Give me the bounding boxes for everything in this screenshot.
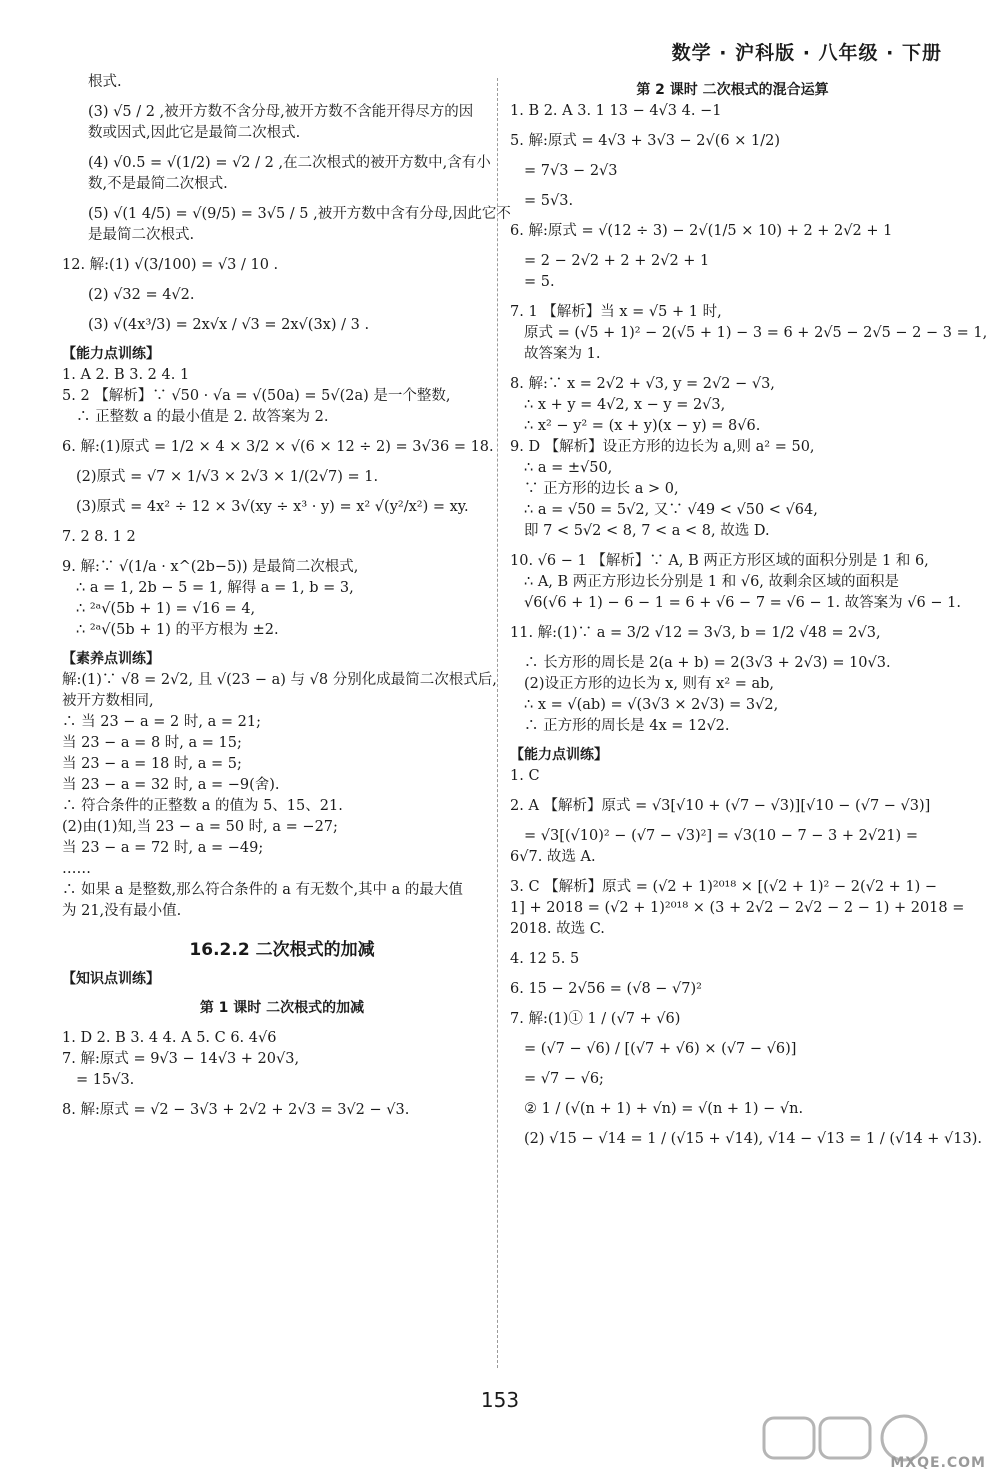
answer-line: = 15√3. <box>76 1072 135 1088</box>
answer-line: ∴ ²ᵃ√(5b + 1) 的平方根为 ±2. <box>76 622 279 638</box>
answer-line: = √3[(√10)² − (√7 − √3)²] = √3(10 − 7 − 3 + 2√21) = <box>524 828 918 844</box>
answer-line: (3)原式 = 4x² ÷ 12 × 3√(xy ÷ x³ · y) = x² √(y²/x²) = xy. <box>76 499 469 515</box>
answer-line: 12. 解:(1) √(3/100) = √3 / 10 . <box>62 257 279 273</box>
answer-line: 是最简二次根式. <box>88 227 195 243</box>
right-answer-lines <box>510 80 988 1150</box>
watermark-site: MXQE.COM <box>890 1455 986 1471</box>
column-divider <box>497 78 498 1368</box>
answer-line: 第 1 课时 二次根式的加减 <box>199 1000 365 1016</box>
answer-line: 原式 = (√5 + 1)² − 2(√5 + 1) − 3 = 6 + 2√5 − 2√5 − 2 − 3 = 1, <box>524 325 988 341</box>
answer-line: 10. √6 − 1 【解析】∵ A, B 两正方形区域的面积分别是 1 和 6, <box>510 553 929 569</box>
answer-line: 1. D 2. B 3. 4 4. A 5. C 6. 4√6 <box>62 1030 277 1046</box>
answer-line: ∴ A, B 两正方形边长分别是 1 和 √6, 故剩余区域的面积是 <box>524 574 900 590</box>
answer-line: = √7 − √6; <box>524 1071 604 1087</box>
right-column <box>510 72 988 1150</box>
answer-line: 1. A 2. B 3. 2 4. 1 <box>62 367 190 383</box>
answer-line: …… <box>62 861 91 877</box>
answer-line: 11. 解:(1)∵ a = 3/2 √12 = 3√3, b = 1/2 √48 = 2√3, <box>510 625 881 641</box>
answer-line: = 5. <box>524 274 555 290</box>
answer-line: (4) √0.5 = √(1/2) = √2 / 2 ,在二次根式的被开方数中,含有小 <box>88 155 491 171</box>
answer-line: (2)原式 = √7 × 1/√3 × 2√3 × 1/(2√7) = 1. <box>76 469 379 485</box>
answer-line: 当 23 − a = 8 时, a = 15; <box>62 735 242 751</box>
answer-line: (2)设正方形的边长为 x, 则有 x² = ab, <box>524 676 775 692</box>
answer-line: 7. 解:原式 = 9√3 − 14√3 + 20√3, <box>62 1051 300 1067</box>
answer-line: = 7√3 − 2√3 <box>524 163 618 179</box>
answer-line: 9. 解:∵ √(1/a · x^(2b−5)) 是最简二次根式, <box>62 559 359 575</box>
answer-line: 9. D 【解析】设正方形的边长为 a,则 a² = 50, <box>510 439 815 455</box>
answer-line: √6(√6 + 1) − 6 − 1 = 6 + √6 − 7 = √6 − 1. 故答案为 √6 − 1. <box>524 595 961 611</box>
answer-line: 6. 解:(1)原式 = 1/2 × 4 × 3/2 × √(6 × 12 ÷ 2) = 3√36 = 18. <box>62 439 494 455</box>
answer-line: (5) √(1 4/5) = √(9/5) = 3√5 / 5 ,被开方数中含有分母,因此它不 <box>88 206 511 222</box>
answer-line: ∴ 正整数 a 的最小值是 2. 故答案为 2. <box>76 409 329 425</box>
answer-line: 8. 解:原式 = √2 − 3√3 + 2√2 + 2√3 = 3√2 − √3. <box>62 1102 410 1118</box>
answer-line: ∴ 符合条件的正整数 a 的值为 5、15、21. <box>62 798 343 814</box>
answer-line: 被开方数相同, <box>62 693 154 709</box>
answer-line: 7. 解:(1)① 1 / (√7 + √6) <box>510 1011 681 1027</box>
answer-line: 6. 15 − 2√56 = (√8 − √7)² <box>510 981 702 997</box>
section-title: 16.2.2 二次根式的加减 <box>189 940 375 960</box>
answer-line: ∴ ²ᵃ√(5b + 1) = √16 = 4, <box>76 601 256 617</box>
answer-line: 根式. <box>88 74 122 90</box>
answer-line: 7. 1 【解析】当 x = √5 + 1 时, <box>510 304 722 320</box>
answer-line: 7. 2 8. 1 2 <box>62 529 136 545</box>
answer-line: 2018. 故选 C. <box>510 921 605 937</box>
answer-line: 数或因式,因此它是最简二次根式. <box>88 125 301 141</box>
answer-line: 1] + 2018 = (√2 + 1)²⁰¹⁸ × (3 + 2√2 − 2√2 − 2 − 1) + 2018 = <box>510 900 965 916</box>
answer-line: 【知识点训练】 <box>62 971 160 987</box>
answer-line: ② 1 / (√(n + 1) + √n) = √(n + 1) − √n. <box>524 1101 804 1117</box>
answer-line: ∴ a = √50 = 5√2, 又∵ √49 < √50 < √64, <box>524 502 818 518</box>
left-answer-lines <box>62 72 511 922</box>
answer-line: 为 21,没有最小值. <box>62 903 182 919</box>
answer-line: 当 23 − a = 18 时, a = 5; <box>62 756 242 772</box>
answer-line: 故答案为 1. <box>524 346 601 362</box>
answer-line: 数,不是最简二次根式. <box>88 176 228 192</box>
answer-line: ∴ 如果 a 是整数,那么符合条件的 a 有无数个,其中 a 的最大值 <box>62 882 463 898</box>
page-header: 数学 · 沪科版 · 八年级 · 下册 <box>671 42 942 64</box>
answer-line: (3) √(4x³/3) = 2x√x / √3 = 2x√(3x) / 3 . <box>88 317 370 333</box>
answer-line: 1. C <box>510 768 540 784</box>
answer-line: ∴ 当 23 − a = 2 时, a = 21; <box>62 714 261 730</box>
answer-line: 4. 12 5. 5 <box>510 951 580 967</box>
answer-line: ∴ 长方形的周长是 2(a + b) = 2(3√3 + 2√3) = 10√3. <box>524 655 891 671</box>
answer-line: 当 23 − a = 32 时, a = −9(舍). <box>62 777 280 793</box>
answer-line: ∴ a = ±√50, <box>524 460 613 476</box>
answer-line: (2)由(1)知,当 23 − a = 50 时, a = −27; <box>62 819 338 835</box>
answer-line: ∴ x = √(ab) = √(3√3 × 2√3) = 3√2, <box>524 697 779 713</box>
left-column <box>62 72 511 1121</box>
page-number: 153 <box>480 1388 520 1412</box>
answer-line: 3. C 【解析】原式 = (√2 + 1)²⁰¹⁸ × [(√2 + 1)² − 2(√2 + 1) − <box>510 879 938 895</box>
answer-line: ∴ x + y = 4√2, x − y = 2√3, <box>524 397 726 413</box>
answer-line: 解:(1)∵ √8 = 2√2, 且 √(23 − a) 与 √8 分别化成最简二次根式后, <box>62 672 497 688</box>
answer-line: ∴ a = 1, 2b − 5 = 1, 解得 a = 1, b = 3, <box>76 580 354 596</box>
answer-line: 5. 解:原式 = 4√3 + 3√3 − 2√(6 × 1/2) <box>510 133 781 149</box>
answer-line: 6√7. 故选 A. <box>510 849 596 865</box>
answer-line: 当 23 − a = 72 时, a = −49; <box>62 840 264 856</box>
answer-line: (2) √15 − √14 = 1 / (√15 + √14), √14 − √13 = 1 / (√14 + √13). <box>524 1131 982 1147</box>
answer-line: 5. 2 【解析】∵ √50 · √a = √(50a) = 5√(2a) 是一个整数, <box>62 388 451 404</box>
answer-line: 【能力点训练】 <box>510 747 608 763</box>
answer-line: = 5√3. <box>524 193 574 209</box>
answer-line: ∵ 正方形的边长 a > 0, <box>524 481 679 497</box>
answer-line: (2) √32 = 4√2. <box>88 287 195 303</box>
answer-line: 2. A 【解析】原式 = √3[√10 + (√7 − √3)][√10 − (√7 − √3)] <box>510 798 931 814</box>
answer-line: 【能力点训练】 <box>62 346 160 362</box>
answer-line: = (√7 − √6) / [(√7 + √6) × (√7 − √6)] <box>524 1041 797 1057</box>
answer-line: 1. B 2. A 3. 1 13 − 4√3 4. −1 <box>510 103 722 119</box>
answer-line: 【素养点训练】 <box>62 651 160 667</box>
answer-line: 8. 解:∵ x = 2√2 + √3, y = 2√2 − √3, <box>510 376 775 392</box>
left-tail-lines <box>62 969 502 1121</box>
answer-line: 6. 解:原式 = √(12 ÷ 3) − 2√(1/5 × 10) + 2 + 2√2 + 1 <box>510 223 893 239</box>
answer-line: 第 2 课时 二次根式的混合运算 <box>636 82 829 98</box>
answer-line: 即 7 < 5√2 < 8, 7 < a < 8, 故选 D. <box>524 523 770 539</box>
answer-line: (3) √5 / 2 ,被开方数不含分母,被开方数不含能开得尽方的因 <box>88 104 474 120</box>
answer-line: ∴ 正方形的周长是 4x = 12√2. <box>524 718 730 734</box>
answer-line: = 2 − 2√2 + 2 + 2√2 + 1 <box>524 253 710 269</box>
answer-line: ∴ x² − y² = (x + y)(x − y) = 8√6. <box>524 418 761 434</box>
